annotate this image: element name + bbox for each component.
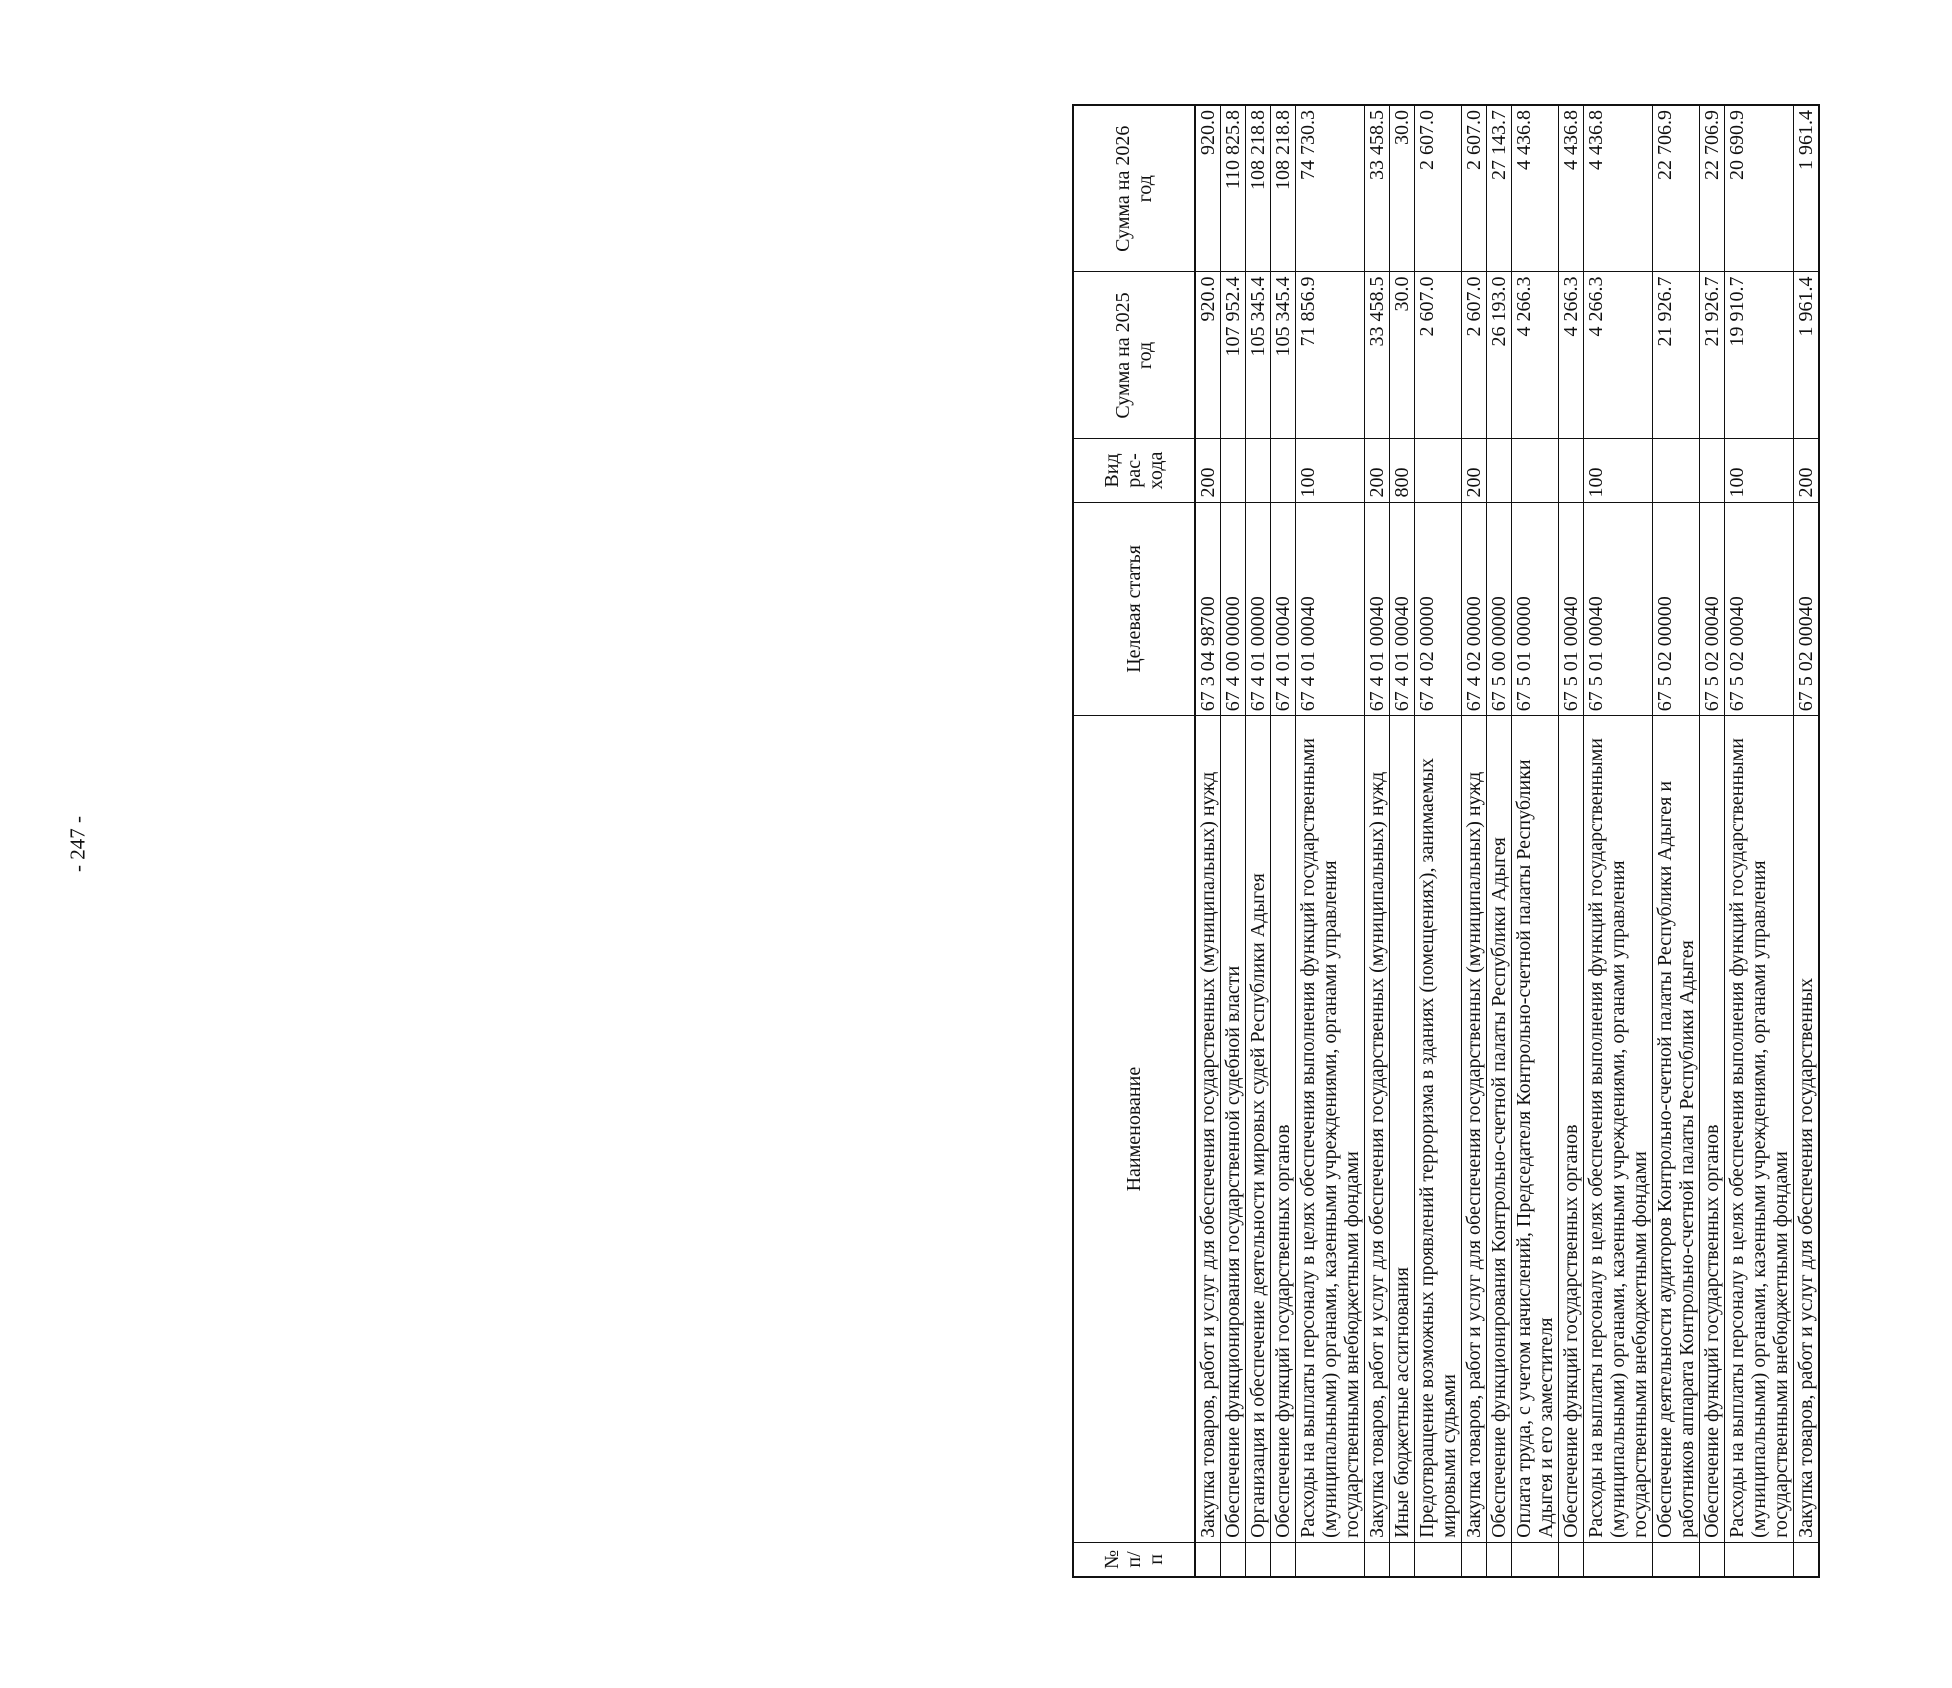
row-sum-2026-cell: 27 143.7 <box>1487 105 1512 272</box>
row-code-cell: 67 4 00 00000 <box>1221 502 1246 716</box>
row-kind-cell: 200 <box>1195 439 1221 502</box>
row-sum-2025-cell: 26 193.0 <box>1487 272 1512 439</box>
budget-table <box>1072 104 1820 1578</box>
row-kind-cell <box>1559 439 1584 502</box>
row-code-cell: 67 4 01 00040 <box>1390 502 1415 716</box>
row-sum-2026-cell: 33 458.5 <box>1365 105 1390 272</box>
table-row <box>1246 105 1271 1577</box>
row-code-cell: 67 5 02 00040 <box>1700 502 1725 716</box>
row-kind-cell <box>1653 439 1700 502</box>
row-name-cell: Обеспечение деятельности аудиторов Контрольно-счетной палаты Республики Адыгея и работников аппарата Контрольно-счетной палаты Республики Адыгея <box>1653 716 1700 1543</box>
row-num-cell <box>1246 1542 1271 1577</box>
row-sum-2025-cell: 71 856.9 <box>1296 272 1365 439</box>
row-sum-2026-cell: 4 436.8 <box>1584 105 1653 272</box>
row-name-cell: Обеспечение функций государственных органов <box>1271 716 1296 1543</box>
row-sum-2026-cell: 108 218.8 <box>1246 105 1271 272</box>
row-sum-2025-cell: 2 607.0 <box>1462 272 1487 439</box>
row-sum-2025-cell: 920.0 <box>1195 272 1221 439</box>
row-code-cell: 67 3 04 98700 <box>1195 502 1221 716</box>
row-kind-cell <box>1512 439 1559 502</box>
table-row <box>1700 105 1725 1577</box>
table-row <box>1462 105 1487 1577</box>
row-sum-2025-cell: 19 910.7 <box>1725 272 1794 439</box>
row-num-cell <box>1512 1542 1559 1577</box>
row-kind-cell: 200 <box>1365 439 1390 502</box>
row-num-cell <box>1584 1542 1653 1577</box>
row-kind-cell: 100 <box>1296 439 1365 502</box>
row-kind-cell <box>1246 439 1271 502</box>
row-kind-cell: 200 <box>1794 439 1820 502</box>
row-sum-2026-cell: 22 706.9 <box>1653 105 1700 272</box>
header-kind: Вид рас-хода <box>1073 439 1195 502</box>
row-sum-2025-cell: 21 926.7 <box>1653 272 1700 439</box>
row-sum-2025-cell: 33 458.5 <box>1365 272 1390 439</box>
row-kind-cell <box>1700 439 1725 502</box>
header-code: Целевая статья <box>1073 502 1195 716</box>
row-sum-2025-cell: 21 926.7 <box>1700 272 1725 439</box>
header-name: Наименование <box>1073 716 1195 1543</box>
row-code-cell: 67 5 02 00000 <box>1653 502 1700 716</box>
row-num-cell <box>1195 1542 1221 1577</box>
row-code-cell: 67 5 01 00040 <box>1559 502 1584 716</box>
row-num-cell <box>1221 1542 1246 1577</box>
row-sum-2026-cell: 30.0 <box>1390 105 1415 272</box>
row-num-cell <box>1271 1542 1296 1577</box>
table-row <box>1415 105 1462 1577</box>
row-sum-2025-cell: 4 266.3 <box>1559 272 1584 439</box>
row-name-cell: Закупка товаров, работ и услуг для обеспечения государственных (муниципальных) нужд <box>1462 716 1487 1543</box>
row-num-cell <box>1415 1542 1462 1577</box>
row-sum-2026-cell: 1 961.4 <box>1794 105 1820 272</box>
row-code-cell: 67 4 01 00040 <box>1296 502 1365 716</box>
row-sum-2026-cell: 22 706.9 <box>1700 105 1725 272</box>
row-num-cell <box>1487 1542 1512 1577</box>
row-code-cell: 67 5 02 00040 <box>1725 502 1794 716</box>
table-header-row <box>1073 105 1195 1577</box>
row-name-cell: Обеспечение функционирования Контрольно-счетной палаты Республики Адыгея <box>1487 716 1512 1543</box>
page-number: - 247 - <box>65 816 90 872</box>
table-row <box>1725 105 1794 1577</box>
row-sum-2025-cell: 4 266.3 <box>1512 272 1559 439</box>
row-num-cell <box>1700 1542 1725 1577</box>
row-sum-2025-cell: 4 266.3 <box>1584 272 1653 439</box>
table-body <box>1195 105 1819 1577</box>
table-row <box>1271 105 1296 1577</box>
table-row <box>1487 105 1512 1577</box>
table-row <box>1794 105 1820 1577</box>
row-sum-2025-cell: 105 345.4 <box>1246 272 1271 439</box>
row-kind-cell <box>1415 439 1462 502</box>
row-num-cell <box>1365 1542 1390 1577</box>
row-name-cell: Оплата труда, с учетом начислений, Председателя Контрольно-счетной палаты Республики Адыгея и его заместителя <box>1512 716 1559 1543</box>
header-num: № п/п <box>1073 1542 1195 1577</box>
row-sum-2026-cell: 4 436.8 <box>1512 105 1559 272</box>
row-sum-2026-cell: 2 607.0 <box>1462 105 1487 272</box>
header-sum-2025: Сумма на 2025 год <box>1073 272 1195 439</box>
row-code-cell: 67 4 01 00040 <box>1271 502 1296 716</box>
row-kind-cell <box>1221 439 1246 502</box>
table-row <box>1653 105 1700 1577</box>
row-code-cell: 67 5 02 00040 <box>1794 502 1820 716</box>
row-name-cell: Обеспечение функционирования государственной судебной власти <box>1221 716 1246 1543</box>
row-num-cell <box>1390 1542 1415 1577</box>
row-sum-2025-cell: 30.0 <box>1390 272 1415 439</box>
row-num-cell <box>1725 1542 1794 1577</box>
row-sum-2026-cell: 20 690.9 <box>1725 105 1794 272</box>
row-num-cell <box>1653 1542 1700 1577</box>
table-row <box>1296 105 1365 1577</box>
row-sum-2026-cell: 110 825.8 <box>1221 105 1246 272</box>
row-code-cell: 67 4 01 00040 <box>1365 502 1390 716</box>
row-name-cell: Закупка товаров, работ и услуг для обеспечения государственных <box>1794 716 1820 1543</box>
table-row <box>1559 105 1584 1577</box>
row-code-cell: 67 5 01 00040 <box>1584 502 1653 716</box>
row-num-cell <box>1462 1542 1487 1577</box>
row-kind-cell: 200 <box>1462 439 1487 502</box>
row-code-cell: 67 4 01 00000 <box>1246 502 1271 716</box>
table-row <box>1221 105 1246 1577</box>
row-name-cell: Обеспечение функций государственных органов <box>1559 716 1584 1543</box>
header-sum-2026: Сумма на 2026 год <box>1073 105 1195 272</box>
row-kind-cell <box>1271 439 1296 502</box>
table-row <box>1512 105 1559 1577</box>
row-kind-cell: 100 <box>1584 439 1653 502</box>
row-sum-2026-cell: 2 607.0 <box>1415 105 1462 272</box>
row-sum-2025-cell: 1 961.4 <box>1794 272 1820 439</box>
row-name-cell: Расходы на выплаты персоналу в целях обеспечения выполнения функций государственными (муниципальными) органами, казенными учреждениями, органами управления государственными внебюджетными фондами <box>1584 716 1653 1543</box>
row-code-cell: 67 5 00 00000 <box>1487 502 1512 716</box>
table-row <box>1584 105 1653 1577</box>
row-kind-cell: 100 <box>1725 439 1794 502</box>
row-name-cell: Расходы на выплаты персоналу в целях обеспечения выполнения функций государственными (муниципальными) органами, казенными учреждениями, органами управления государственными внебюджетными фондами <box>1296 716 1365 1543</box>
row-code-cell: 67 4 02 00000 <box>1462 502 1487 716</box>
table-row <box>1390 105 1415 1577</box>
row-sum-2025-cell: 105 345.4 <box>1271 272 1296 439</box>
row-name-cell: Закупка товаров, работ и услуг для обеспечения государственных (муниципальных) нужд <box>1365 716 1390 1543</box>
row-name-cell: Предотвращение возможных проявлений терроризма в зданиях (помещениях), занимаемых мировыми судьями <box>1415 716 1462 1543</box>
row-num-cell <box>1559 1542 1584 1577</box>
row-sum-2026-cell: 920.0 <box>1195 105 1221 272</box>
row-sum-2025-cell: 2 607.0 <box>1415 272 1462 439</box>
row-sum-2026-cell: 108 218.8 <box>1271 105 1296 272</box>
row-code-cell: 67 5 01 00000 <box>1512 502 1559 716</box>
row-code-cell: 67 4 02 00000 <box>1415 502 1462 716</box>
row-sum-2026-cell: 4 436.8 <box>1559 105 1584 272</box>
row-num-cell <box>1296 1542 1365 1577</box>
row-sum-2025-cell: 107 952.4 <box>1221 272 1246 439</box>
row-name-cell: Расходы на выплаты персоналу в целях обеспечения выполнения функций государственными (муниципальными) органами, казенными учреждениями, органами управления государственными внебюджетными фондами <box>1725 716 1794 1543</box>
rotated-table-container <box>1072 104 1952 1578</box>
table-row <box>1195 105 1221 1577</box>
row-name-cell: Организация и обеспечение деятельности мировых судей Республики Адыгея <box>1246 716 1271 1543</box>
row-num-cell <box>1794 1542 1820 1577</box>
row-kind-cell: 800 <box>1390 439 1415 502</box>
row-sum-2026-cell: 74 730.3 <box>1296 105 1365 272</box>
row-name-cell: Иные бюджетные ассигнования <box>1390 716 1415 1543</box>
row-name-cell: Закупка товаров, работ и услуг для обеспечения государственных (муниципальных) нужд <box>1195 716 1221 1543</box>
row-kind-cell <box>1487 439 1512 502</box>
table-row <box>1365 105 1390 1577</box>
row-name-cell: Обеспечение функций государственных органов <box>1700 716 1725 1543</box>
